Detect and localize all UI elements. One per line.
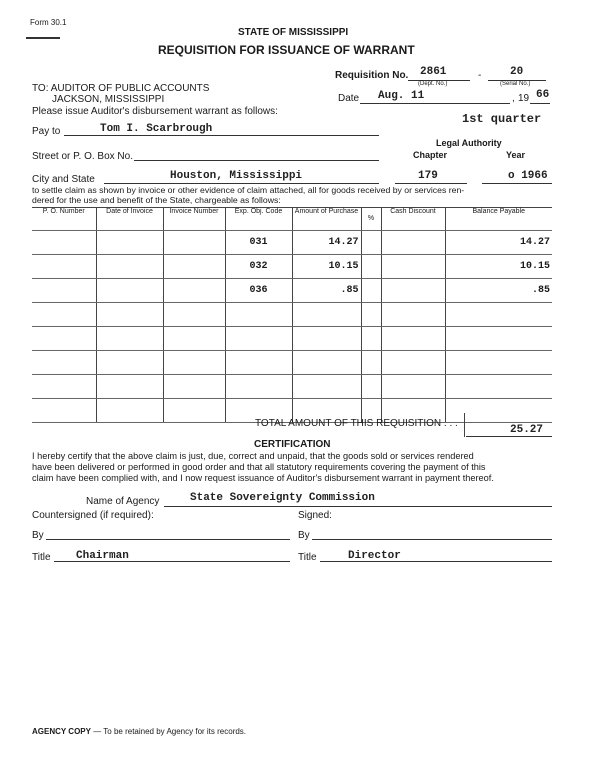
- table-cell[interactable]: [163, 351, 225, 375]
- table-cell[interactable]: [96, 375, 163, 399]
- by-line-right[interactable]: [312, 539, 552, 540]
- exp-obj-code-cell[interactable]: [225, 327, 292, 351]
- footer-agency-copy: AGENCY COPY: [32, 727, 91, 736]
- table-cell[interactable]: [163, 279, 225, 303]
- exp-obj-code-cell[interactable]: 031: [225, 231, 292, 255]
- city-line: [104, 183, 379, 184]
- table-cell[interactable]: [381, 327, 445, 351]
- legal-year-value[interactable]: o 1966: [508, 170, 548, 182]
- agency-line: [164, 506, 552, 507]
- settle-text-1: to settle claim as shown by invoice or other evidence of claim attached, all for goods received by or services ren-: [32, 185, 465, 195]
- table-cell[interactable]: [163, 399, 225, 423]
- table-cell[interactable]: [163, 375, 225, 399]
- street-label: Street or P. O. Box No.: [32, 151, 133, 162]
- to-line-2: JACKSON, MISSISSIPPI: [52, 94, 165, 105]
- exp-obj-code-cell[interactable]: 036: [225, 279, 292, 303]
- table-cell[interactable]: [163, 255, 225, 279]
- title-label-left: Title: [32, 552, 51, 563]
- signed-label: Signed:: [298, 510, 332, 521]
- table-row: [32, 231, 552, 255]
- table-cell[interactable]: [381, 255, 445, 279]
- date-comma: ,: [512, 93, 515, 104]
- col-header-cash-discount: Cash Discount: [381, 208, 445, 231]
- table-cell[interactable]: [361, 375, 381, 399]
- table-cell[interactable]: [163, 327, 225, 351]
- form-mark: [26, 37, 60, 39]
- table-row: [32, 279, 552, 303]
- date-line: [360, 103, 510, 104]
- certification-line-2: have been delivered or performed in good order and that all statutory requirements covering the payment of this: [32, 462, 486, 472]
- col-header-balance-payable: Balance Payable: [445, 208, 552, 231]
- table-cell[interactable]: [381, 351, 445, 375]
- amount-cell[interactable]: [292, 303, 361, 327]
- table-cell[interactable]: [361, 303, 381, 327]
- chapter-label: Chapter: [413, 150, 448, 160]
- city-value[interactable]: Houston, Mississippi: [170, 170, 303, 182]
- exp-obj-code-cell[interactable]: [225, 375, 292, 399]
- amount-cell[interactable]: .85: [292, 279, 361, 303]
- table-cell[interactable]: [96, 255, 163, 279]
- col-header-po-number: P. O. Number: [32, 208, 96, 231]
- footer-text: — To be retained by Agency for its records.: [90, 727, 247, 736]
- balance-cell[interactable]: [445, 399, 552, 423]
- items-table: [32, 207, 552, 423]
- city-label: City and State: [32, 174, 95, 185]
- exp-obj-code-cell[interactable]: 032: [225, 255, 292, 279]
- requisition-dash: -: [478, 70, 482, 81]
- table-row: [32, 351, 552, 375]
- table-cell[interactable]: [361, 351, 381, 375]
- table-cell[interactable]: [163, 303, 225, 327]
- quarter-value: 1st quarter: [462, 112, 542, 126]
- table-cell[interactable]: [381, 231, 445, 255]
- table-cell[interactable]: [361, 279, 381, 303]
- footer-note: [32, 727, 246, 736]
- balance-cell[interactable]: [445, 303, 552, 327]
- please-issue-text: Please issue Auditor's disbursement warrant as follows:: [32, 106, 278, 117]
- table-cell[interactable]: [163, 231, 225, 255]
- col-header-exp-obj-code: Exp. Obj. Code: [225, 208, 292, 231]
- requisition-label: Requisition No.: [335, 70, 409, 81]
- balance-cell[interactable]: [445, 351, 552, 375]
- date-label: Date: [338, 93, 360, 104]
- table-cell[interactable]: [32, 351, 96, 375]
- by-line-left[interactable]: [46, 539, 290, 540]
- chapter-value[interactable]: 179: [418, 170, 438, 182]
- agency-value[interactable]: State Sovereignty Commission: [190, 492, 375, 504]
- total-line: [466, 436, 552, 437]
- balance-cell[interactable]: 14.27: [445, 231, 552, 255]
- by-label-left: By: [32, 530, 44, 541]
- table-cell[interactable]: [32, 231, 96, 255]
- agency-label: Name of Agency: [86, 496, 160, 507]
- col-header-date-of-invoice: Date of Invoice: [96, 208, 163, 231]
- table-cell[interactable]: [96, 399, 163, 423]
- amount-cell[interactable]: 10.15: [292, 255, 361, 279]
- dept-no-label: (Dept. No.): [418, 81, 448, 87]
- settle-text-2: dered for the use and benefit of the State, chargeable as follows:: [32, 195, 281, 205]
- balance-cell[interactable]: [445, 327, 552, 351]
- certification-heading: CERTIFICATION: [254, 439, 331, 450]
- table-row: [32, 303, 552, 327]
- total-divider: [464, 413, 465, 437]
- amount-cell[interactable]: [292, 375, 361, 399]
- title-label-right: Title: [298, 552, 317, 563]
- by-label-right: By: [298, 530, 310, 541]
- total-value[interactable]: 25.27: [510, 424, 544, 436]
- table-cell[interactable]: [96, 279, 163, 303]
- pay-to-value[interactable]: Tom I. Scarbrough: [100, 123, 213, 135]
- serial-no-label: (Serial No.): [500, 81, 531, 87]
- table-header-row: [32, 208, 552, 231]
- table-cell[interactable]: [32, 327, 96, 351]
- amount-cell[interactable]: [292, 327, 361, 351]
- table-cell[interactable]: [361, 231, 381, 255]
- table-cell[interactable]: [32, 399, 96, 423]
- table-cell[interactable]: [381, 303, 445, 327]
- certification-line-3: claim have been complied with, and I now request issuance of Auditor's disbursement warrant in payment thereof.: [32, 473, 494, 483]
- exp-obj-code-cell[interactable]: [225, 351, 292, 375]
- legal-year-line: [482, 183, 552, 184]
- table-cell[interactable]: [96, 327, 163, 351]
- table-cell[interactable]: [32, 279, 96, 303]
- street-line: [134, 160, 379, 161]
- table-cell[interactable]: [32, 375, 96, 399]
- table-cell[interactable]: [96, 303, 163, 327]
- legal-authority-label: Legal Authority: [436, 138, 502, 148]
- table-cell[interactable]: [32, 255, 96, 279]
- col-header-invoice-number: Invoice Number: [163, 208, 225, 231]
- table-cell[interactable]: [361, 255, 381, 279]
- year-value[interactable]: 66: [536, 89, 550, 101]
- table-row: [32, 375, 552, 399]
- amount-cell[interactable]: 14.27: [292, 231, 361, 255]
- form-number: Form 30.1: [30, 18, 67, 27]
- year-prefix: 19: [518, 93, 530, 104]
- balance-cell[interactable]: .85: [445, 279, 552, 303]
- table-cell[interactable]: [381, 279, 445, 303]
- date-value[interactable]: Aug. 11: [378, 90, 425, 102]
- table-cell[interactable]: [96, 351, 163, 375]
- table-row: [32, 255, 552, 279]
- pay-to-line: [64, 135, 379, 136]
- balance-cell[interactable]: [445, 375, 552, 399]
- year-line: [530, 103, 550, 104]
- col-header-percent: %: [361, 208, 381, 231]
- countersigned-label: Countersigned (if required):: [32, 510, 154, 521]
- amount-cell[interactable]: [292, 351, 361, 375]
- balance-cell[interactable]: 10.15: [445, 255, 552, 279]
- pay-to-label: Pay to: [32, 126, 61, 137]
- table-cell[interactable]: [381, 375, 445, 399]
- title-left-value[interactable]: Chairman: [76, 550, 129, 562]
- dept-no-value[interactable]: 2861: [420, 66, 447, 78]
- serial-no-value[interactable]: 20: [510, 66, 524, 78]
- table-cell[interactable]: [361, 327, 381, 351]
- table-cell[interactable]: [32, 303, 96, 327]
- title-right-value[interactable]: Director: [348, 550, 401, 562]
- state-heading: STATE OF MISSISSIPPI: [238, 27, 349, 38]
- page-title: REQUISITION FOR ISSUANCE OF WARRANT: [158, 43, 415, 57]
- certification-line-1: I hereby certify that the above claim is just, due, correct and unpaid, that the goods sold or services rendered: [32, 451, 474, 461]
- total-label: TOTAL AMOUNT OF THIS REQUISITION . . .: [255, 418, 458, 429]
- chapter-line: [395, 183, 467, 184]
- year-label: Year: [506, 150, 526, 160]
- table-row: [32, 327, 552, 351]
- col-header-amount-of-purchase: Amount of Purchase: [292, 208, 361, 231]
- table-cell[interactable]: [96, 231, 163, 255]
- to-line-1: TO: AUDITOR OF PUBLIC ACCOUNTS: [32, 83, 210, 94]
- exp-obj-code-cell[interactable]: [225, 303, 292, 327]
